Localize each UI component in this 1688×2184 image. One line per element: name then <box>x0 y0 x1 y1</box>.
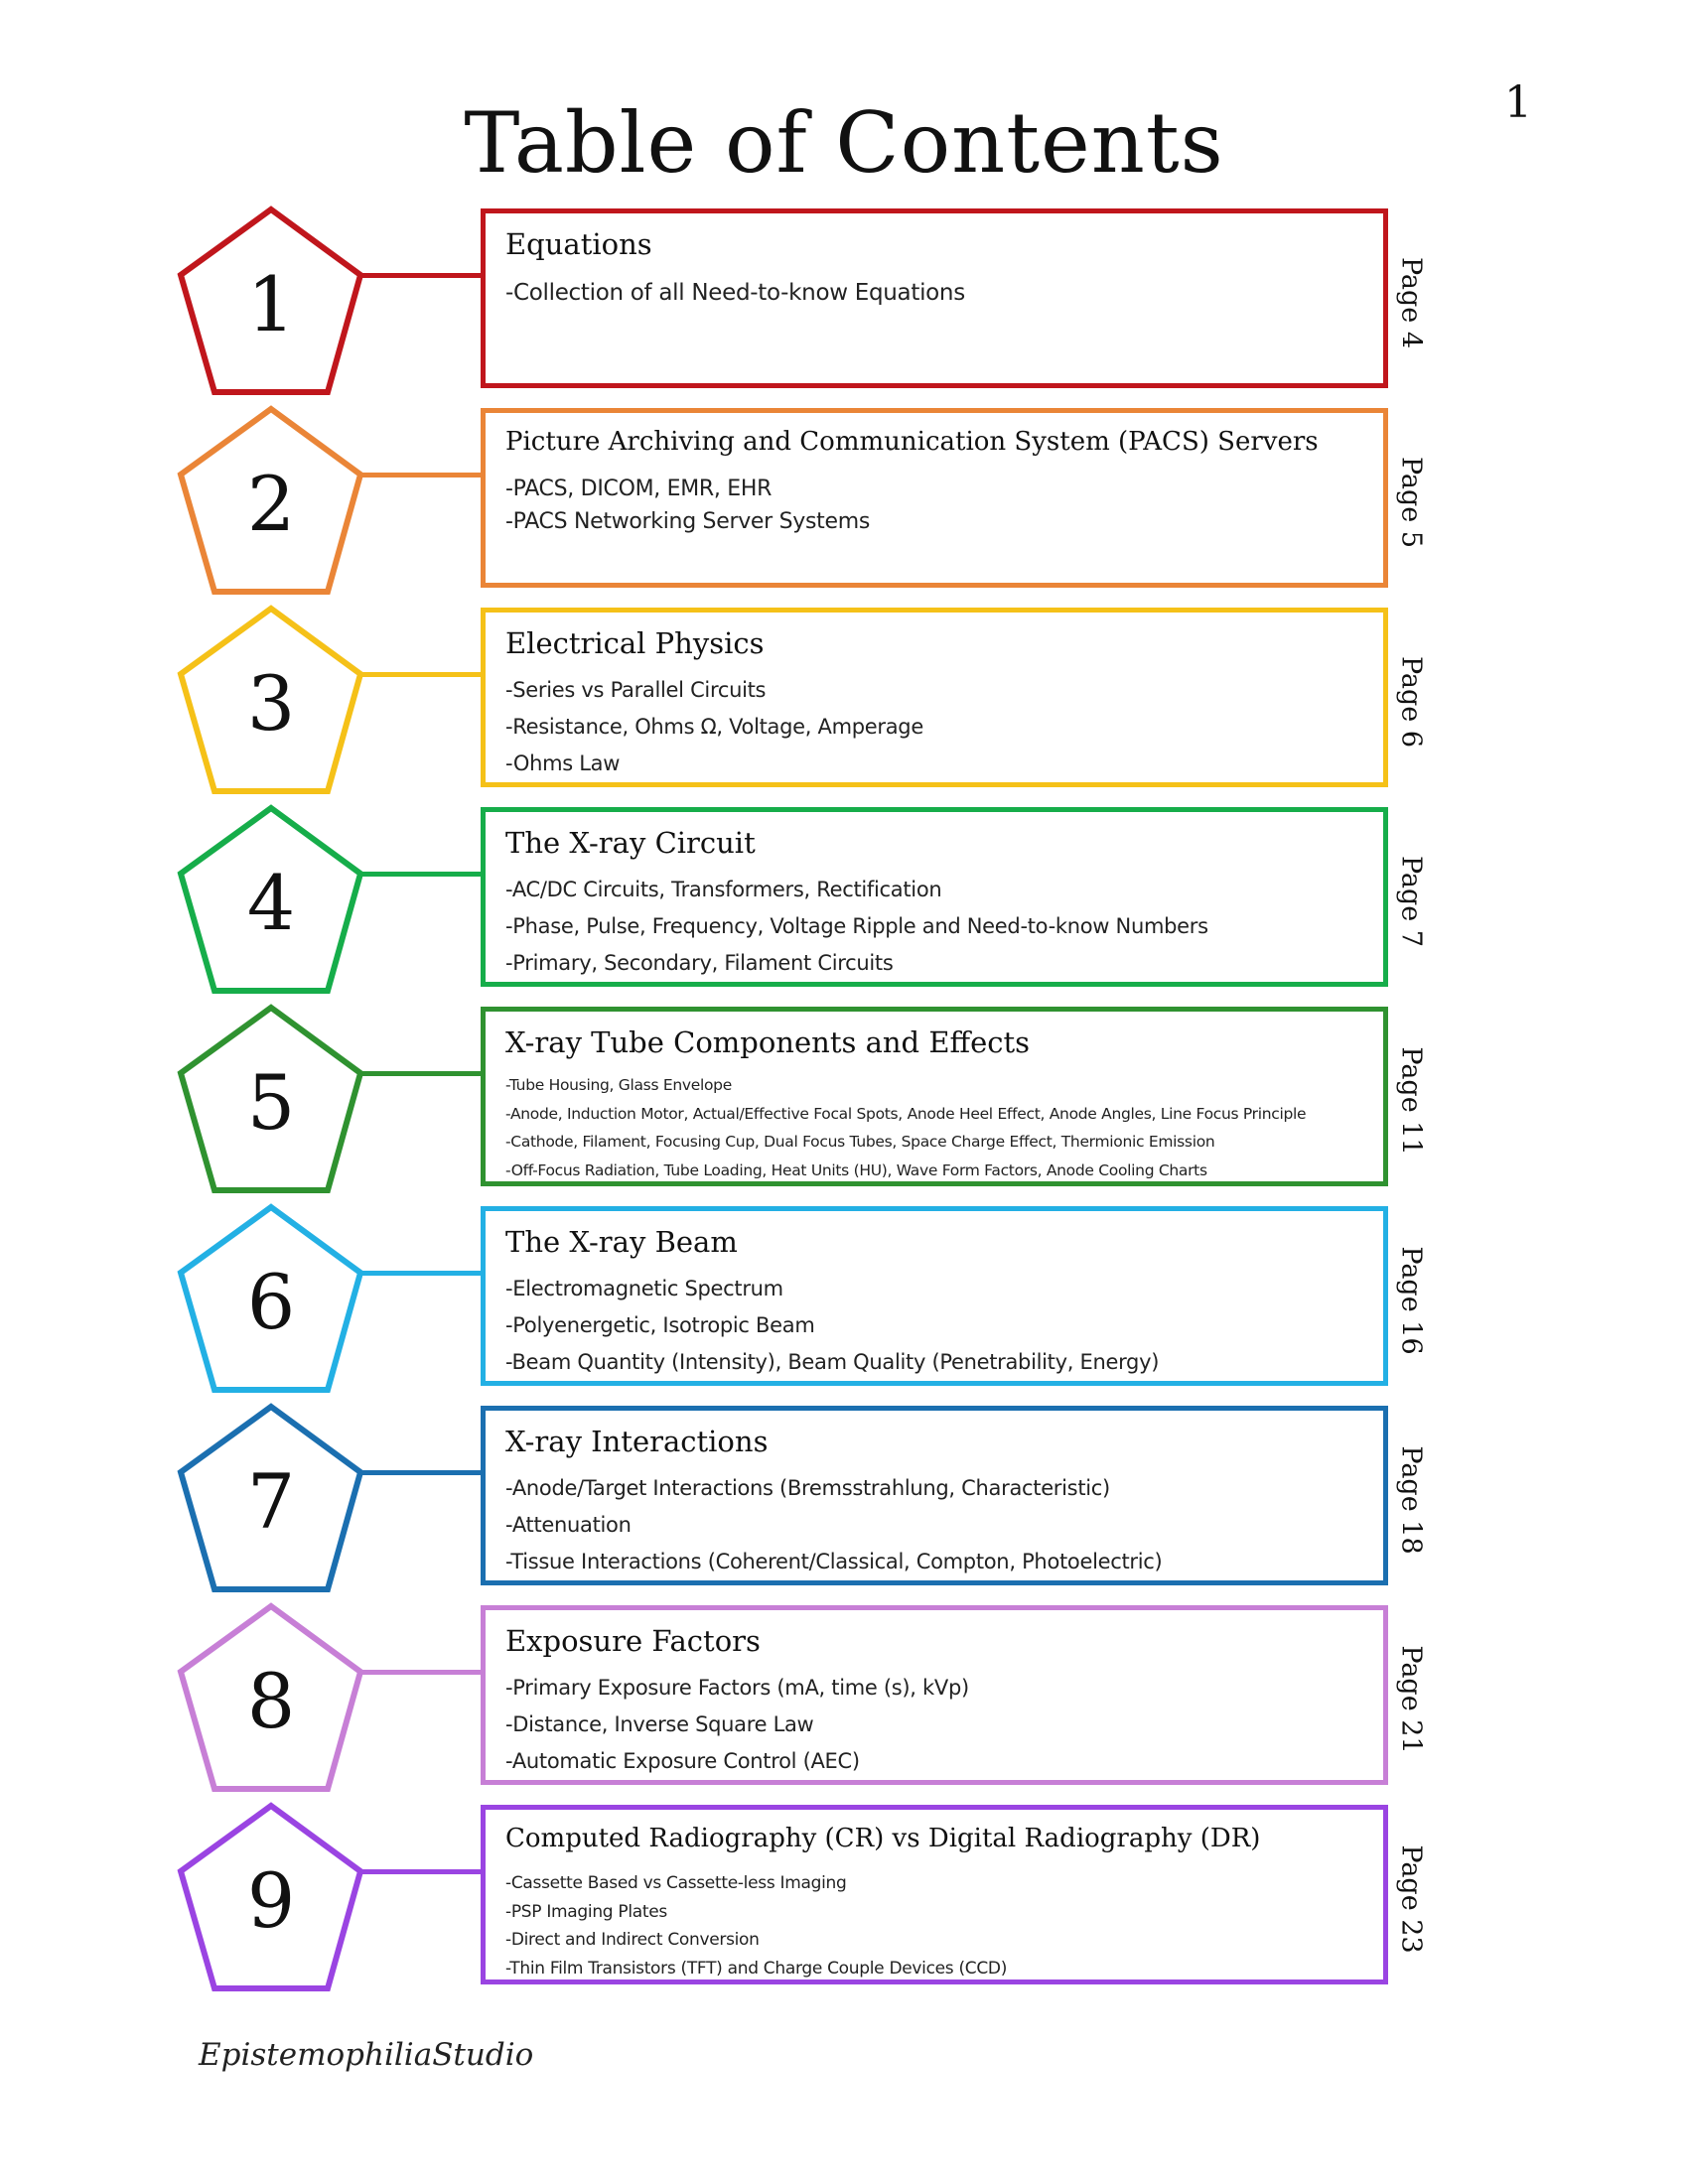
section-item: -Anode, Induction Motor, Actual/Effective Focal Spots, Anode Heel Effect, Anode Angles, Line Focus Principle <box>505 1104 1307 1123</box>
page-reference-container <box>1376 433 1446 572</box>
section-box <box>481 608 1388 787</box>
page-number: 1 <box>1504 77 1532 128</box>
section-item: -Attenuation <box>505 1513 632 1537</box>
section-heading: Electrical Physics <box>505 626 765 660</box>
section-number-pentagon <box>175 603 367 801</box>
section-items <box>505 1470 1371 1580</box>
section-box <box>481 807 1388 987</box>
section-number-pentagon <box>175 204 367 402</box>
section-item: -Collection of all Need-to-know Equations <box>505 280 965 306</box>
connector-line <box>361 672 483 677</box>
page-reference[interactable]: Page 18 <box>1395 1445 1427 1555</box>
page-title: Table of Contents <box>464 94 1224 192</box>
section-number-pentagon <box>175 1800 367 1998</box>
toc-entry <box>0 802 1688 1001</box>
section-heading: The X-ray Circuit <box>505 826 756 860</box>
connector-line <box>361 273 483 278</box>
toc-entry <box>0 603 1688 801</box>
section-item: -Beam Quantity (Intensity), Beam Quality (Penetrability, Energy) <box>505 1350 1160 1374</box>
section-number: 4 <box>246 859 296 947</box>
section-heading: X-ray Interactions <box>505 1425 769 1458</box>
section-heading: Exposure Factors <box>505 1624 761 1658</box>
section-item: -Direct and Indirect Conversion <box>505 1930 760 1950</box>
section-number-pentagon <box>175 1600 367 1799</box>
section-box <box>481 1406 1388 1585</box>
section-item: -PACS, DICOM, EMR, EHR <box>505 477 773 501</box>
section-item: -Electromagnetic Spectrum <box>505 1277 783 1300</box>
section-item: -Thin Film Transistors (TFT) and Charge Couple Devices (CCD) <box>505 1958 1008 1979</box>
page-reference-container <box>1376 832 1446 971</box>
section-number: 3 <box>246 659 296 748</box>
connector-line <box>361 1071 483 1076</box>
section-number: 9 <box>246 1856 296 1945</box>
section-item: -Tissue Interactions (Coherent/Classical, Compton, Photoelectric) <box>505 1550 1163 1573</box>
section-items <box>505 872 1371 982</box>
toc-entry <box>0 1002 1688 1200</box>
section-number-pentagon <box>175 1401 367 1599</box>
section-heading: The X-ray Beam <box>505 1225 738 1259</box>
page-reference[interactable]: Page 5 <box>1395 456 1427 549</box>
connector-line <box>361 1470 483 1475</box>
section-item: -Cassette Based vs Cassette-less Imaging <box>505 1873 847 1893</box>
section-box <box>481 1805 1388 1984</box>
section-items <box>505 473 1371 538</box>
section-number: 1 <box>246 260 296 348</box>
page-reference[interactable]: Page 11 <box>1395 1046 1427 1156</box>
section-item: -Resistance, Ohms Ω, Voltage, Amperage <box>505 715 923 739</box>
section-item: -Anode/Target Interactions (Bremsstrahlung, Characteristic) <box>505 1476 1110 1500</box>
section-item: -Tube Housing, Glass Envelope <box>505 1076 732 1094</box>
section-items <box>505 1670 1371 1780</box>
section-items <box>505 1271 1371 1381</box>
page-reference[interactable]: Page 6 <box>1395 655 1427 749</box>
toc-entry <box>0 1401 1688 1599</box>
page-reference-container <box>1376 1830 1446 1969</box>
section-item: -Primary, Secondary, Filament Circuits <box>505 951 894 975</box>
section-items <box>505 273 1371 313</box>
page-reference[interactable]: Page 7 <box>1395 855 1427 948</box>
section-heading: X-ray Tube Components and Effects <box>505 1025 1031 1059</box>
section-item: -Phase, Pulse, Frequency, Voltage Ripple and Need-to-know Numbers <box>505 914 1208 938</box>
section-item: -PACS Networking Server Systems <box>505 509 870 534</box>
page-reference-container <box>1376 1031 1446 1170</box>
section-item: -Ohms Law <box>505 751 621 775</box>
connector-line <box>361 1670 483 1675</box>
section-item: -AC/DC Circuits, Transformers, Rectification <box>505 878 942 901</box>
section-number: 6 <box>246 1258 296 1346</box>
section-number-pentagon <box>175 1002 367 1200</box>
section-box <box>481 1206 1388 1386</box>
page-reference[interactable]: Page 23 <box>1395 1844 1427 1954</box>
connector-line <box>361 1869 483 1874</box>
section-number: 5 <box>246 1058 296 1147</box>
section-item: -Cathode, Filament, Focusing Cup, Dual Focus Tubes, Space Charge Effect, Thermionic Emission <box>505 1133 1215 1151</box>
page-reference[interactable]: Page 16 <box>1395 1246 1427 1355</box>
toc-entry <box>0 403 1688 602</box>
page-reference[interactable]: Page 4 <box>1395 256 1427 349</box>
section-box <box>481 1007 1388 1186</box>
section-heading: Equations <box>505 227 652 261</box>
section-box <box>481 1605 1388 1785</box>
section-items <box>505 672 1371 782</box>
toc-entry <box>0 1600 1688 1799</box>
section-item: -PSP Imaging Plates <box>505 1901 667 1922</box>
section-number: 8 <box>246 1657 296 1745</box>
section-item: -Series vs Parallel Circuits <box>505 678 767 702</box>
page-reference[interactable]: Page 21 <box>1395 1645 1427 1754</box>
section-box <box>481 408 1388 588</box>
section-items <box>505 1869 1371 1982</box>
section-item: -Primary Exposure Factors (mA, time (s), kVp) <box>505 1676 969 1700</box>
page-reference-container <box>1376 1431 1446 1570</box>
section-items <box>505 1071 1371 1184</box>
page-reference-container <box>1376 1630 1446 1769</box>
connector-line <box>361 473 483 478</box>
page-reference-container <box>1376 632 1446 771</box>
section-heading: Picture Archiving and Communication System (PACS) Servers <box>505 427 1319 457</box>
page-reference-container <box>1376 1231 1446 1370</box>
section-item: -Automatic Exposure Control (AEC) <box>505 1749 860 1773</box>
toc-entry <box>0 1800 1688 1998</box>
toc-entry <box>0 1201 1688 1400</box>
toc-entry <box>0 204 1688 402</box>
section-number: 2 <box>246 460 296 548</box>
section-box <box>481 208 1388 388</box>
section-heading: Computed Radiography (CR) vs Digital Radiography (DR) <box>505 1824 1261 1853</box>
section-item: -Off-Focus Radiation, Tube Loading, Heat Units (HU), Wave Form Factors, Anode Cooling Charts <box>505 1160 1207 1179</box>
page-reference-container <box>1376 233 1446 372</box>
footer-signature: EpistemophiliaStudio <box>199 2037 534 2073</box>
section-number-pentagon <box>175 403 367 602</box>
section-number: 7 <box>246 1457 296 1546</box>
section-number-pentagon <box>175 1201 367 1400</box>
connector-line <box>361 872 483 877</box>
section-number-pentagon <box>175 802 367 1001</box>
section-item: -Distance, Inverse Square Law <box>505 1712 814 1736</box>
connector-line <box>361 1271 483 1276</box>
section-item: -Polyenergetic, Isotropic Beam <box>505 1313 815 1337</box>
